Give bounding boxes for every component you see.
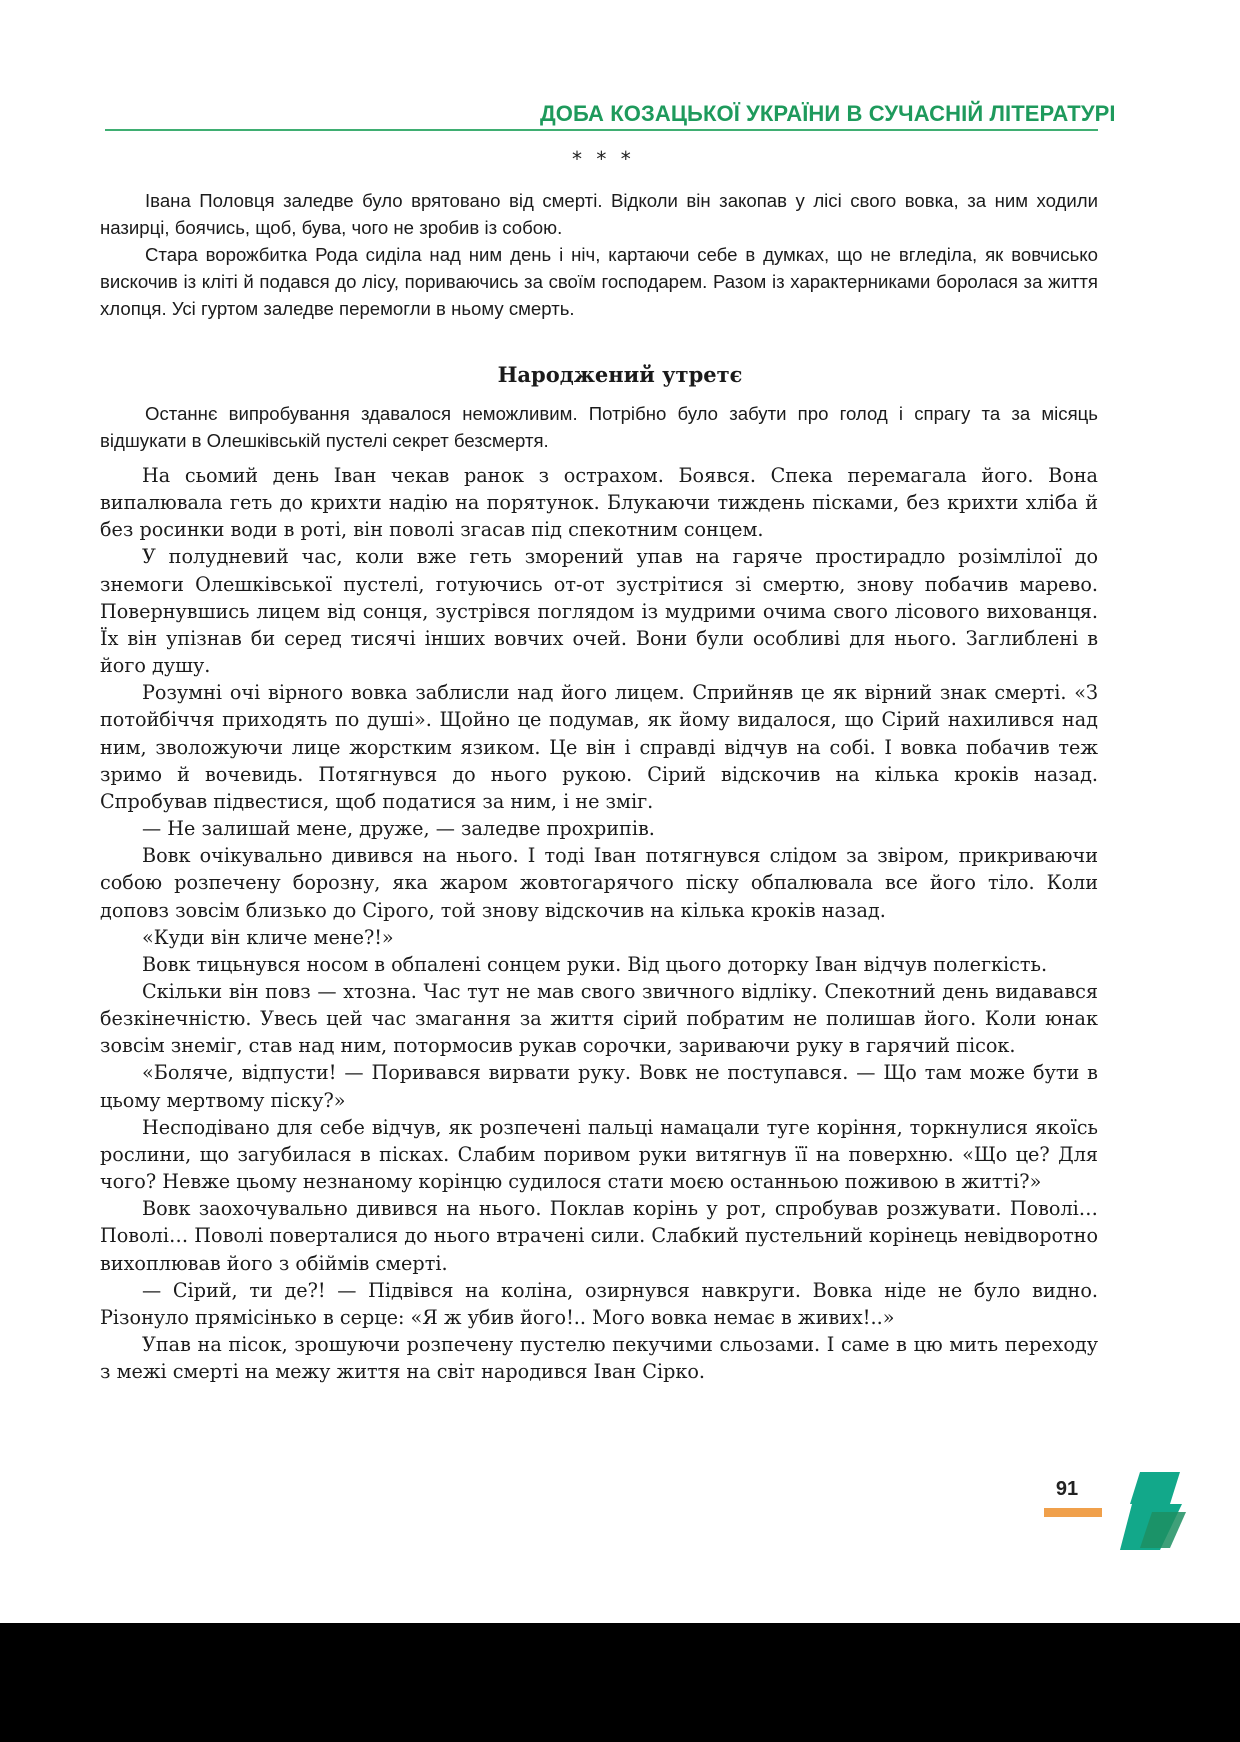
story-paragraph: Розумні очі вірного вовка заблисли над його лицем. Сприйняв це як вірний знак смерті. «З потойбіччя приходять по душі». Щойно це подумав, як йому видалося, що Сірий нахилився над ним, зволожуючи лице жорстким язиком. Це він і справді відчув на собі. І вовка побачив теж зримо й вочевидь. Потягнувся до нього рукою. Сірий відскочив на кілька кроків назад. Спробував підвестися, щоб податися за ним, і не зміг.	[100, 681, 1098, 813]
section-separator: * * *	[572, 147, 635, 171]
story-paragraph: Упав на пісок, зрошуючи розпечену пустелю пекучими сльозами. І саме в цю мить переходу з межі смерті на межу життя на світ народився Іван Сірко.	[100, 1333, 1098, 1384]
story-paragraph: Несподівано для себе відчув, як розпечені пальці намацали туге коріння, торкнулися якоїсь рослини, що загубилася в пісках. Слабим поривом руки витягнув її на поверхню. «Що це? Для чого? Невже цьому незнаному корінцю судилося стати моєю останньою поживою в житті?»	[100, 1115, 1098, 1194]
intro-paragraph: Стара ворожбитка Рода сиділа над ним день і ніч, картаючи себе в думках, що не вгледіла, як вовчисько вискочив із кліті й подався до лісу, пориваючись за своїм господарем. Разом із характерниками боролася за життя хлопця. Усі гуртом заледве перемогли в ньому смерть.	[100, 244, 1098, 319]
section-epigraph	[100, 400, 1098, 454]
dialogue-line: — Сірий, ти де?! — Підвівся на коліна, озирнувся навкруги. Вовка ніде не було видно. Різонуло прямісінько в серце: «Я ж убив його!.. Мого вовка немає в живих!..»	[100, 1278, 1098, 1329]
story-paragraph: У полудневий час, коли вже геть зморений упав на гаряче простирадло розімлілої до знемоги Олешківської пустелі, готуючись от-от зустрітися зі смертю, знову побачив марево. Повернувшись лицем від сонця, зустрівся поглядом із мудрими очима свого лісового вихованця. Їх він упізнав би серед тисячі інших вовчих очей. Вони були особливі для нього. Заглиблені в його душу.	[100, 545, 1098, 678]
story-paragraph: Вовк заохочувально дивився на нього. Поклав корінь у рот, спробував розжувати. Поволі… Поволі… Поволі поверталися до нього втрачені сили. Слабкий пустельний корінець невідворотно вихоплював його з обіймів смерті.	[100, 1197, 1098, 1275]
decoration-shape-top	[1130, 1472, 1180, 1504]
story-paragraph: На сьомий день Іван чекав ранок з острахом. Боявся. Спека перемагала його. Вона випалювала геть до крихти надію на порятунок. Блукаючи тиждень пісками, без крихти хліба й без росинки води в роті, він поволі згасав під спекотним сонцем.	[100, 464, 1098, 542]
section-title: Народжений утретє	[497, 362, 743, 387]
intro-paragraph: Івана Половця заледве було врятовано від смерті. Відколи він закопав у лісі свого вовка, за ним ходили назирці, боячись, щоб, бува, чого не зробив із собою.	[100, 190, 1098, 238]
page-number-underline	[1044, 1508, 1102, 1517]
story-paragraph: Вовк тицьнувся носом в обпалені сонцем руки. Від цього доторку Іван відчув полегкість.	[142, 952, 1048, 976]
corner-decoration-icon	[1120, 1472, 1188, 1552]
dialogue-line: — Не залишай мене, друже, — заледве прохрипів.	[142, 817, 655, 841]
epigraph-paragraph: Останнє випробування здавалося неможливим. Потрібно було забути про голод і спрагу та за місяць відшукати в Олешківській пустелі секрет безсмертя.	[100, 403, 1098, 451]
story-paragraph: «Боляче, відпусти! — Поривався вирвати руку. Вовк не поступався. — Що там може бути в цьому мертвому піску?»	[100, 1061, 1098, 1112]
intro-summary	[100, 187, 1098, 322]
story-paragraph: Скільки він повз — хтозна. Час тут не мав свого звичного відліку. Спекотний день видавався безкінечністю. Увесь цей час змагання за життя сірий побратим не полишав його. Коли юнак зовсім знеміг, став над ним, потормосив рукав сорочки, зариваючи руку в гарячий пісок.	[100, 979, 1098, 1058]
running-header: ДОБА КОЗАЦЬКОЇ УКРАЇНИ В СУЧАСНІЙ ЛІТЕРАТУРІ	[540, 101, 1116, 126]
story-body	[100, 462, 1098, 1385]
page-number: 91	[1055, 1478, 1079, 1500]
thought-line: «Куди він кличе мене?!»	[142, 925, 394, 949]
header-divider	[105, 129, 1098, 131]
story-paragraph: Вовк очікувально дивився на нього. І тоді Іван потягнувся слідом за звіром, прикриваючи собою розпечену борозну, яка жаром жовтогарячого піску обпалювала все його тіло. Коли доповз зовсім близько до Сірого, той знову відскочив на кілька кроків назад.	[100, 844, 1098, 922]
